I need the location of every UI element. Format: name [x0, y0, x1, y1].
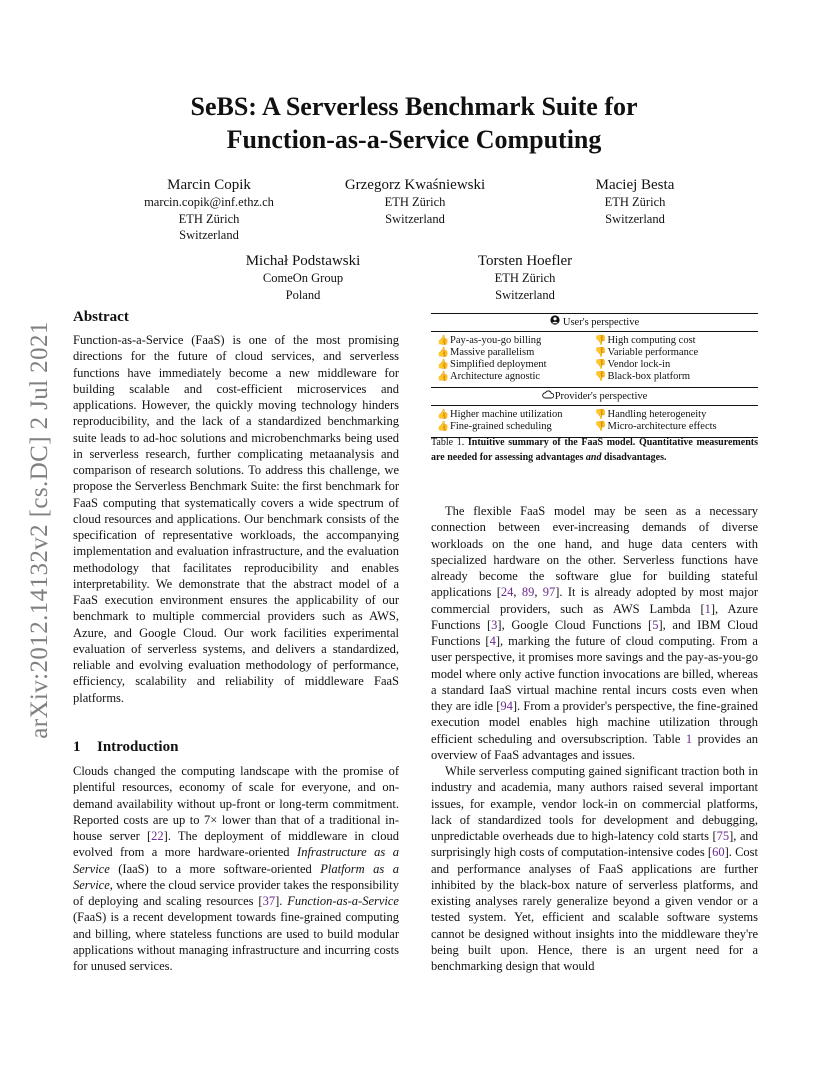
intro-paragraph: Clouds changed the computing landscape with the promise of plentiful resources, economy of scale for everyone, and on-demand availability without up-front or long-term commitment. Reported costs are up to 7× lower than that of a traditional in-house server [22]. The deployment of middleware in cloud evolved from a more hardware-oriented Infrastructure as a Service (IaaS) to a more software-oriented Platform as a Service, where the cloud service provider takes the responsibility of deploying and scaling resources [37]. Function-as-a-Service (FaaS) is a recent development towards fine-grained computing and billing, where stateless functions are used to build modular applications without managing infrastructure and incurring costs for unused services. [73, 764, 399, 973]
citation-link[interactable]: 24 [500, 585, 514, 600]
section-title: Introduction [97, 739, 179, 755]
thumbs-down-icon: 👎 [594, 336, 607, 346]
citation-link[interactable]: 60 [712, 845, 725, 860]
cloud-icon [542, 389, 553, 406]
author-country: Switzerland [495, 287, 555, 302]
title-line-2: Function-as-a-Service Computing [226, 125, 602, 154]
author-affiliation: ETH Zürich [178, 211, 240, 226]
thumbs-down-icon: 👎 [594, 360, 607, 370]
table-row-pro: 👍Massive parallelism [437, 347, 535, 358]
thumbs-up-icon: 👍 [437, 336, 449, 346]
table-caption: Table 1. Intuitive summary of the FaaS model. Quantitative measurements are needed for assessing advantages and disadvantages. [431, 437, 758, 463]
user-pros-column [437, 335, 595, 383]
section-number: 1 [73, 739, 81, 755]
table-header-provider: Provider's perspective [431, 388, 758, 405]
citation-link[interactable]: 97 [542, 585, 556, 600]
author-country: Switzerland [179, 228, 239, 242]
citation-link[interactable]: 37 [262, 894, 276, 908]
faas-summary-table [431, 313, 758, 438]
thumbs-up-icon: 👍 [437, 360, 449, 370]
author-country: Switzerland [605, 211, 665, 226]
intro-body [73, 763, 399, 974]
abstract-heading: Abstract [73, 309, 129, 325]
citation-link[interactable]: 5 [652, 617, 659, 632]
author-block [300, 176, 530, 227]
provider-pros-column [437, 409, 595, 433]
body-paragraph: While serverless computing gained significant traction both in industry and academia, many authors raised several important issues, for example, vendor lock-in on commercial platforms, lack of standardized tools for development and debugging, unpredictable overheads due to high-latency cold starts [75], and surprisingly high costs of computation-intensive codes [60]. Cost and performance analyses of FaaS applications are further inhibited by the black-box nature of serverless platforms, and existing analyses rarely generalize beyond a given vendor or a tested system. Yet, efficient and scalable software systems cannot be designed without insights into the middleware they're being built upon. Hence, there is an urgent need for a benchmarking design that would [431, 764, 758, 973]
thumbs-down-icon: 👎 [594, 422, 607, 432]
user-perspective-rows [431, 332, 758, 387]
author-name: Maciej Besta [595, 177, 675, 193]
title-line-1: SeBS: A Serverless Benchmark Suite for [190, 92, 638, 121]
arxiv-identifier: arXiv:2012.14132v2 [cs.DC] 2 Jul 2021 [26, 321, 54, 739]
author-name: Torsten Hoefler [477, 253, 573, 269]
table-header-user: User's perspective [431, 314, 758, 331]
citation-link[interactable]: 22 [151, 829, 164, 843]
table-row-con: 👎Handling heterogeneity [594, 409, 707, 420]
author-name: Michał Podstawski [245, 253, 361, 269]
table-row-con: 👎Variable performance [594, 347, 699, 358]
author-country: Poland [285, 287, 321, 302]
citation-link[interactable]: 4 [489, 634, 496, 648]
citation-link[interactable]: 75 [716, 829, 730, 843]
thumbs-up-icon: 👍 [437, 422, 449, 432]
user-circle-icon [550, 315, 561, 332]
table-row-pro: 👍Fine-grained scheduling [437, 421, 552, 432]
right-column-body [431, 503, 758, 974]
table-row-pro: 👍Architecture agnostic [437, 371, 541, 382]
arxiv-side-stamp [20, 300, 60, 760]
thumbs-up-icon: 👍 [437, 372, 449, 382]
thumbs-up-icon: 👍 [437, 348, 449, 358]
author-block [188, 252, 418, 303]
table-row-pro: 👍Higher machine utilization [437, 409, 563, 420]
thumbs-up-icon: 👍 [437, 410, 449, 420]
abstract-text: Function-as-a-Service (FaaS) is one of the most promising directions for the future of cloud services, and serverless functions have immediately become a new middleware for building scalable and cost-efficient microservices and applications. However, the quickly moving technology hinders reproducibility, and the lack of a standardized benchmarking suite leads to ad-hoc solutions and microbenchmarks being used in serverless research, further complicating metaanalysis and comparison of research solutions. To address this challenge, we propose the Serverless Benchmark Suite: the first benchmark for FaaS computing that systematically covers a wide spectrum of cloud resources and applications. Our benchmark consists of the specification of representative workloads, the accompanying implementation and evaluation infrastructure, and the evaluation methodology that facilitates reproducibility and enables interpretability. We demonstrate that the abstract model of a FaaS execution environment ensures the applicability of our benchmark to multiple commercial providers such as AWS, Azure, and Google Cloud. Our work facilities experimental evaluation of serverless systems, and delivers a standardized, reliable and evolving evaluation methodology of performance, efficiency, scalability and reliability of middleware FaaS platforms. [73, 333, 399, 705]
author-name: Grzegorz Kwaśniewski [344, 177, 486, 193]
citation-link[interactable]: 89 [521, 585, 535, 600]
author-affiliation: ETH Zürich [604, 195, 666, 209]
author-email: marcin.copik@inf.ethz.ch [144, 195, 274, 209]
author-name: Marcin Copik [167, 177, 251, 193]
provider-perspective-rows [431, 406, 758, 437]
author-affiliation: ETH Zürich [384, 195, 446, 209]
thumbs-down-icon: 👎 [594, 348, 607, 358]
author-country: Switzerland [385, 211, 445, 226]
paper-title [0, 90, 828, 156]
section-heading-introduction [73, 739, 178, 756]
table-reference-link[interactable]: 1 [685, 731, 693, 746]
table-row-con: 👎Black-box platform [594, 371, 691, 382]
abstract-body [73, 332, 399, 706]
citation-link[interactable]: 94 [500, 699, 513, 713]
user-cons-column [595, 335, 753, 383]
table-row-pro: 👍Pay-as-you-go billing [437, 335, 542, 346]
table-row-con: 👎High computing cost [594, 335, 696, 346]
author-block [520, 176, 750, 227]
author-affiliation: ETH Zürich [494, 271, 556, 285]
author-block [94, 176, 324, 244]
citation-link[interactable]: 3 [491, 617, 498, 632]
thumbs-down-icon: 👎 [594, 372, 607, 382]
body-paragraph: The flexible FaaS model may be seen as a necessary connection between ever-increasing demands of diverse workloads on the one hand, and huge data centers with specialized hardware on the other. Serverless functions have already become the software glue for building stateful applications [24, 89, 97]. It is already adopted by most major commercial providers, such as AWS Lambda [1], Azure Functions [3], Google Cloud Functions [5], and IBM Cloud Functions [4], marking the future of cloud computing. From a user perspective, it promises more savings and the pay-as-you-go model where only active function invocations are billed, whereas a standard IaaS virtual machine rental incurs costs even when they are idle [94]. From a provider's perspective, the fine-grained execution model enables high machine utilization through efficient scheduling and oversubscription. Table 1 provides an overview of FaaS advantages and issues. [431, 504, 759, 762]
table-row-con: 👎Micro-architecture effects [594, 421, 717, 432]
caption-label: Table 1. [431, 437, 468, 448]
citation-link[interactable]: 1 [704, 601, 711, 616]
author-affiliation: ComeOn Group [262, 271, 344, 285]
author-block [410, 252, 640, 303]
table-row-pro: 👍Simplified deployment [437, 359, 547, 370]
table-row-con: 👎Vendor lock-in [594, 359, 671, 370]
thumbs-down-icon: 👎 [594, 410, 607, 420]
provider-cons-column [595, 409, 753, 433]
